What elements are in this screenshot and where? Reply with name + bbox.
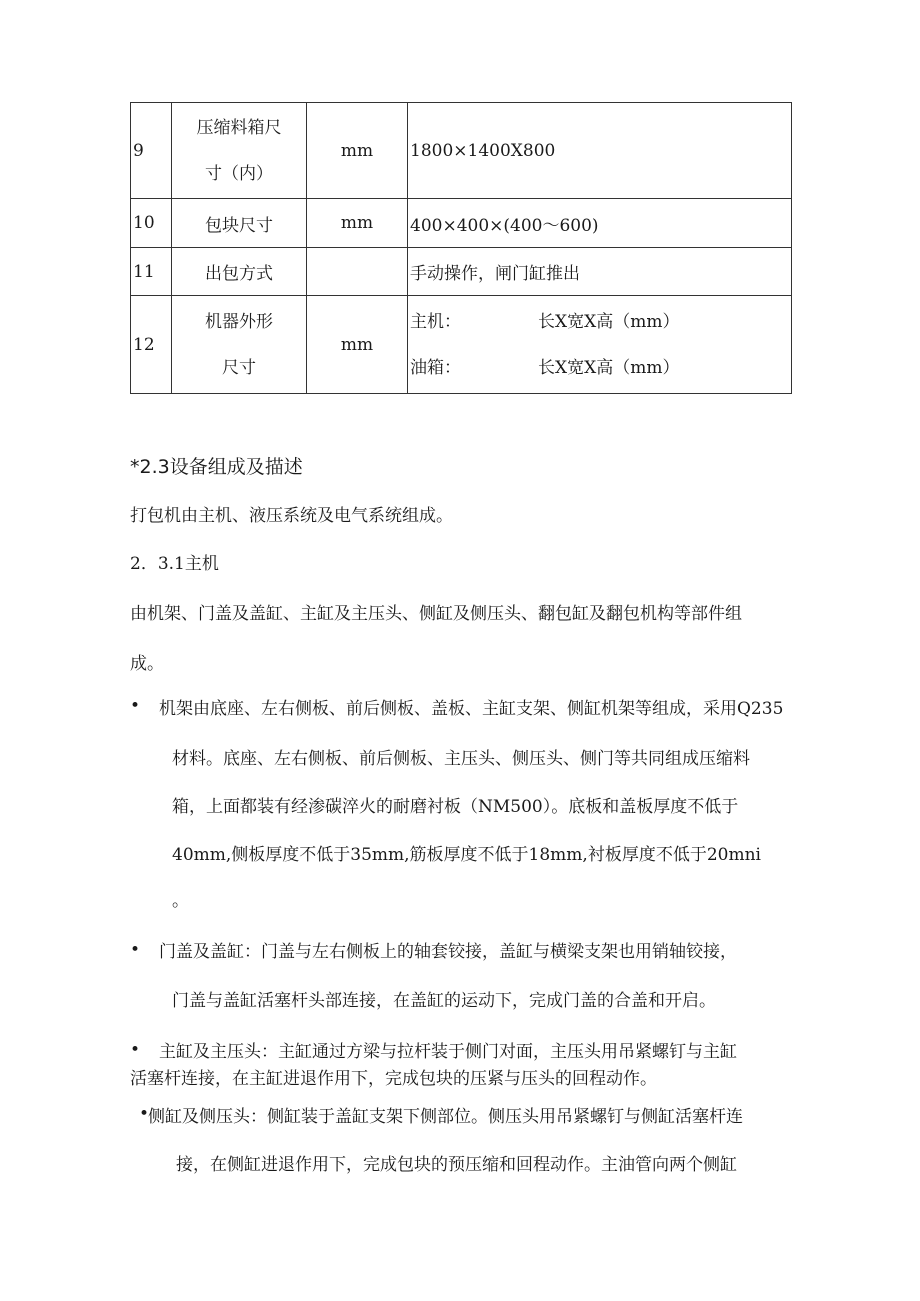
value: 手动操作，闸门缸推出 [408, 248, 792, 296]
unit: mm [307, 199, 408, 248]
bullet-line: 40mm,侧板厚度不低于35mm,筋板厚度不低于18mm,衬板厚度不低于20mni [172, 845, 761, 865]
item-name-line: 尺寸 [222, 357, 256, 378]
bullet-marker: • [130, 940, 141, 960]
item-name [172, 103, 307, 199]
item-name [172, 296, 307, 394]
table-row [131, 199, 792, 248]
row-number: 11 [131, 248, 172, 296]
table-row [131, 248, 792, 296]
row-number: 9 [131, 103, 172, 199]
bullet-line: 接，在侧缸进退作用下，完成包块的预压缩和回程动作。主油管向两个侧缸 [176, 1155, 737, 1175]
row-number: 10 [131, 199, 172, 248]
bullet-line: 门盖与盖缸活塞杆头部连接，在盖缸的运动下，完成门盖的合盖和开启。 [172, 991, 716, 1011]
bullet-line: 机架由底座、左右侧板、前后侧板、盖板、主缸支架、侧缸机架等组成，采用Q235 [159, 699, 784, 719]
bullet-line: 门盖及盖缸：门盖与左右侧板上的轴套铰接，盖缸与横梁支架也用销轴铰接， [159, 942, 737, 962]
value: 400×400×(400～600) [408, 199, 792, 248]
bullet-marker: • [130, 696, 141, 716]
dimension-line [410, 356, 791, 380]
dimension-line [410, 310, 791, 334]
dimension-label: 主机： [410, 311, 461, 332]
bullet-line: 活塞杆连接，在主缸进退作用下，完成包块的压紧与压头的回程动作。 [130, 1069, 657, 1089]
item-name: 包块尺寸 [172, 199, 307, 248]
value: 1800×1400X800 [408, 103, 792, 199]
item-name-line: 寸（内） [205, 163, 273, 184]
bullet-marker: • [139, 1104, 150, 1124]
item-name-line: 机器外形 [205, 311, 273, 332]
unit [307, 248, 408, 296]
dimension-value: 长X宽X高（mm） [538, 357, 680, 378]
section-heading: *2.3设备组成及描述 [130, 456, 303, 478]
item-name: 出包方式 [172, 248, 307, 296]
bullet-line: 材料。底座、左右侧板、前后侧板、主压头、侧压头、侧门等共同组成压缩料 [172, 749, 750, 769]
bullet-marker: • [130, 1040, 141, 1060]
value [408, 296, 792, 394]
bullet-line: 主缸及主压头：主缸通过方梁与拉杆装于侧门对面，主压头用吊紧螺钉与主缸 [159, 1042, 737, 1062]
section-intro: 打包机由主机、液压系统及电气系统组成。 [130, 506, 453, 526]
unit: mm [307, 103, 408, 199]
spec-table [130, 102, 792, 394]
bullet-line: 侧缸及侧压头：侧缸装于盖缸支架下侧部位。侧压头用吊紧螺钉与侧缸活塞杆连 [148, 1107, 743, 1127]
dimension-value: 长X宽X高（mm） [538, 311, 680, 332]
dimension-label: 油箱： [410, 357, 461, 378]
item-name-line: 压缩料箱尺 [196, 117, 282, 138]
row-number: 12 [131, 296, 172, 394]
bullet-line: 箱，上面都装有经渗碳淬火的耐磨衬板（NM500）。底板和盖板厚度不低于 [172, 797, 739, 817]
sub-intro-line: 成。 [130, 654, 164, 674]
sub-intro-line: 由机架、门盖及盖缸、主缸及主压头、侧缸及侧压头、翻包缸及翻包机构等部件组 [130, 604, 742, 624]
bullet-line: 。 [172, 891, 189, 911]
table-row [131, 103, 792, 199]
sub-heading: 2．3.1主机 [130, 554, 219, 574]
unit: mm [307, 296, 408, 394]
table-row [131, 296, 792, 394]
